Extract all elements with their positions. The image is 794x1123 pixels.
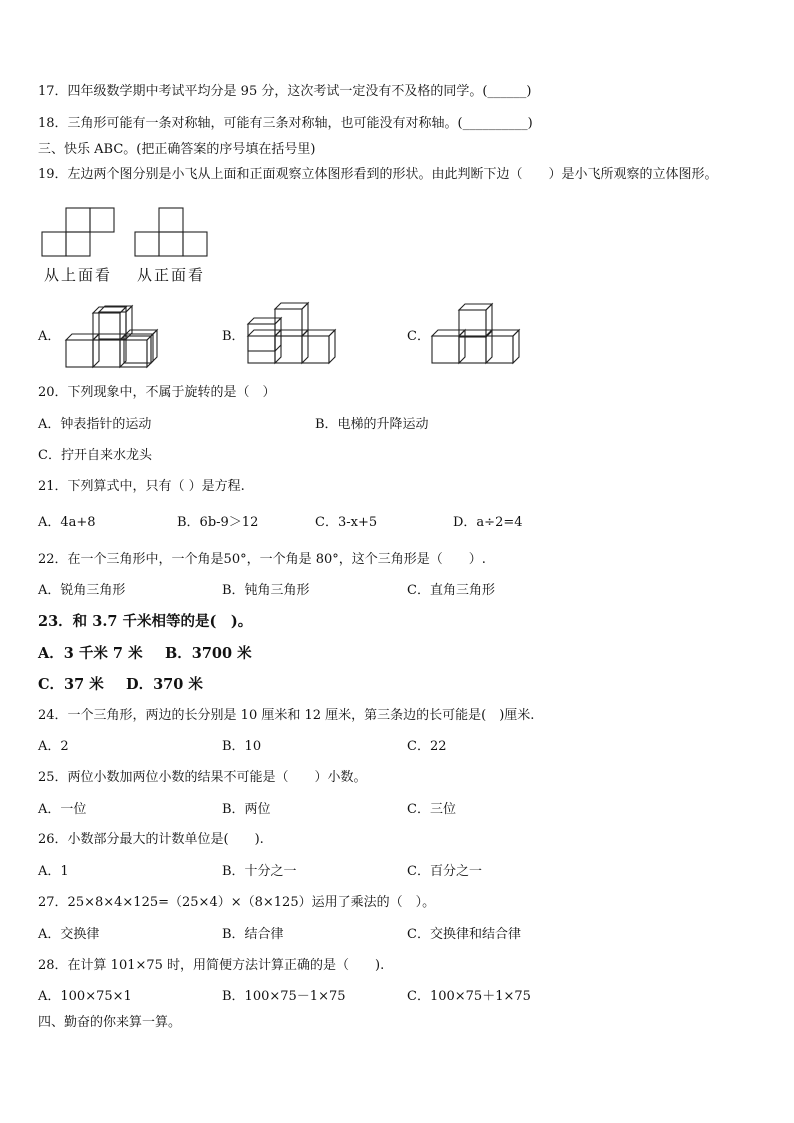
- q22-option-b: B．钝角三角形: [222, 583, 310, 598]
- q20-option-b: B．电梯的升降运动: [315, 417, 429, 432]
- q26-option-b: B．十分之一: [222, 864, 297, 879]
- q23-option-c: C．37 米: [38, 676, 104, 693]
- q28-option-b: B．100×75－1×75: [222, 989, 346, 1004]
- question-18: 18．三角形可能有一条对称轴，可能有三条对称轴，也可能没有对称轴。(__________): [38, 116, 533, 131]
- q19-option-b-label: B．: [222, 329, 245, 344]
- cube-face: [248, 324, 275, 351]
- q23-option-a: A．3 千米 7 米: [38, 645, 143, 662]
- cube-face: [486, 304, 492, 337]
- q19-option-a-cubes: [64, 302, 164, 372]
- q23-option-d: D．370 米: [126, 676, 203, 693]
- question-20: 20．下列现象中，不属于旋转的是（ ）: [38, 385, 276, 400]
- q27-option-a: A．交换律: [38, 927, 100, 942]
- cube-face: [302, 303, 308, 336]
- cube-face: [99, 312, 126, 339]
- q27-option-c: C．交换律和结合律: [407, 927, 521, 942]
- q24-option-b: B．10: [222, 739, 262, 754]
- question-19: 19．左边两个图分别是小飞从上面和正面观察立体图形看到的形状。由此判断下边（ ）是小飞所观察的立体图形。: [38, 167, 718, 182]
- q19-option-c-cubes: [430, 306, 530, 372]
- section-4-heading: 四、勤奋的你来算一算。: [38, 1015, 182, 1030]
- cube-face: [513, 330, 519, 363]
- question-25: 25．两位小数加两位小数的结果不可能是（ ）小数。: [38, 770, 367, 785]
- question-28: 28．在计算 101×75 时，用简便方法计算正确的是（ ).: [38, 958, 385, 973]
- q25-option-c: C．三位: [407, 802, 456, 817]
- q22-option-c: C．直角三角形: [407, 583, 495, 598]
- q26-option-c: C．百分之一: [407, 864, 482, 879]
- q20-option-c: C．拧开自来水龙头: [38, 448, 152, 463]
- q21-option-a: A．4a+8: [38, 515, 96, 530]
- question-21: 21．下列算式中，只有（ ）是方程.: [38, 479, 245, 494]
- cube-face: [459, 310, 486, 337]
- q24-option-c: C．22: [407, 739, 447, 754]
- q28-option-a: A．100×75×1: [38, 989, 132, 1004]
- q25-option-a: A．一位: [38, 802, 87, 817]
- question-24: 24．一个三角形，两边的长分别是 10 厘米和 12 厘米，第三条边的长可能是( )厘米.: [38, 708, 535, 723]
- question-22: 22．在一个三角形中，一个角是50°，一个角是 80°，这个三角形是（ ）.: [38, 552, 486, 567]
- q22-option-a: A．锐角三角形: [38, 583, 126, 598]
- top-view-label: 从上面看: [44, 266, 113, 284]
- q24-option-a: A．2: [38, 739, 69, 754]
- q27-option-b: B．结合律: [222, 927, 284, 942]
- front-view-label: 从正面看: [137, 266, 206, 284]
- top-view-figure: [42, 208, 122, 258]
- cube-face: [248, 336, 275, 363]
- q20-option-a: A．钟表指针的运动: [38, 417, 152, 432]
- front-view-figure: [135, 208, 215, 258]
- q26-option-a: A．1: [38, 864, 69, 879]
- cube-face: [432, 336, 459, 363]
- cube-face: [147, 334, 153, 367]
- section-3-heading: 三、快乐 ABC。(把正确答案的序号填在括号里): [38, 142, 316, 157]
- question-17: 17．四年级数学期中考试平均分是 95 分，这次考试一定没有不及格的同学。(______): [38, 84, 532, 99]
- q21-option-c: C．3-x+5: [315, 515, 378, 530]
- cube-face: [66, 340, 93, 367]
- q19-option-b-cubes: [246, 302, 346, 372]
- question-23: 23．和 3.7 千米相等的是( )。: [38, 613, 253, 630]
- question-27: 27．25×8×4×125=（25×4）×（8×125）运用了乘法的（ ）。: [38, 895, 436, 910]
- cube-face: [329, 330, 335, 363]
- q21-option-d: D．a÷2=4: [453, 515, 523, 530]
- q19-option-c-label: C．: [407, 329, 430, 344]
- q25-option-b: B．两位: [222, 802, 271, 817]
- q28-option-c: C．100×75＋1×75: [407, 989, 531, 1004]
- q23-option-b: B．3700 米: [165, 645, 252, 662]
- q19-option-a-label: A．: [38, 329, 61, 344]
- question-26: 26．小数部分最大的计数单位是( ).: [38, 832, 264, 847]
- q21-option-b: B．6b-9＞12: [177, 515, 259, 530]
